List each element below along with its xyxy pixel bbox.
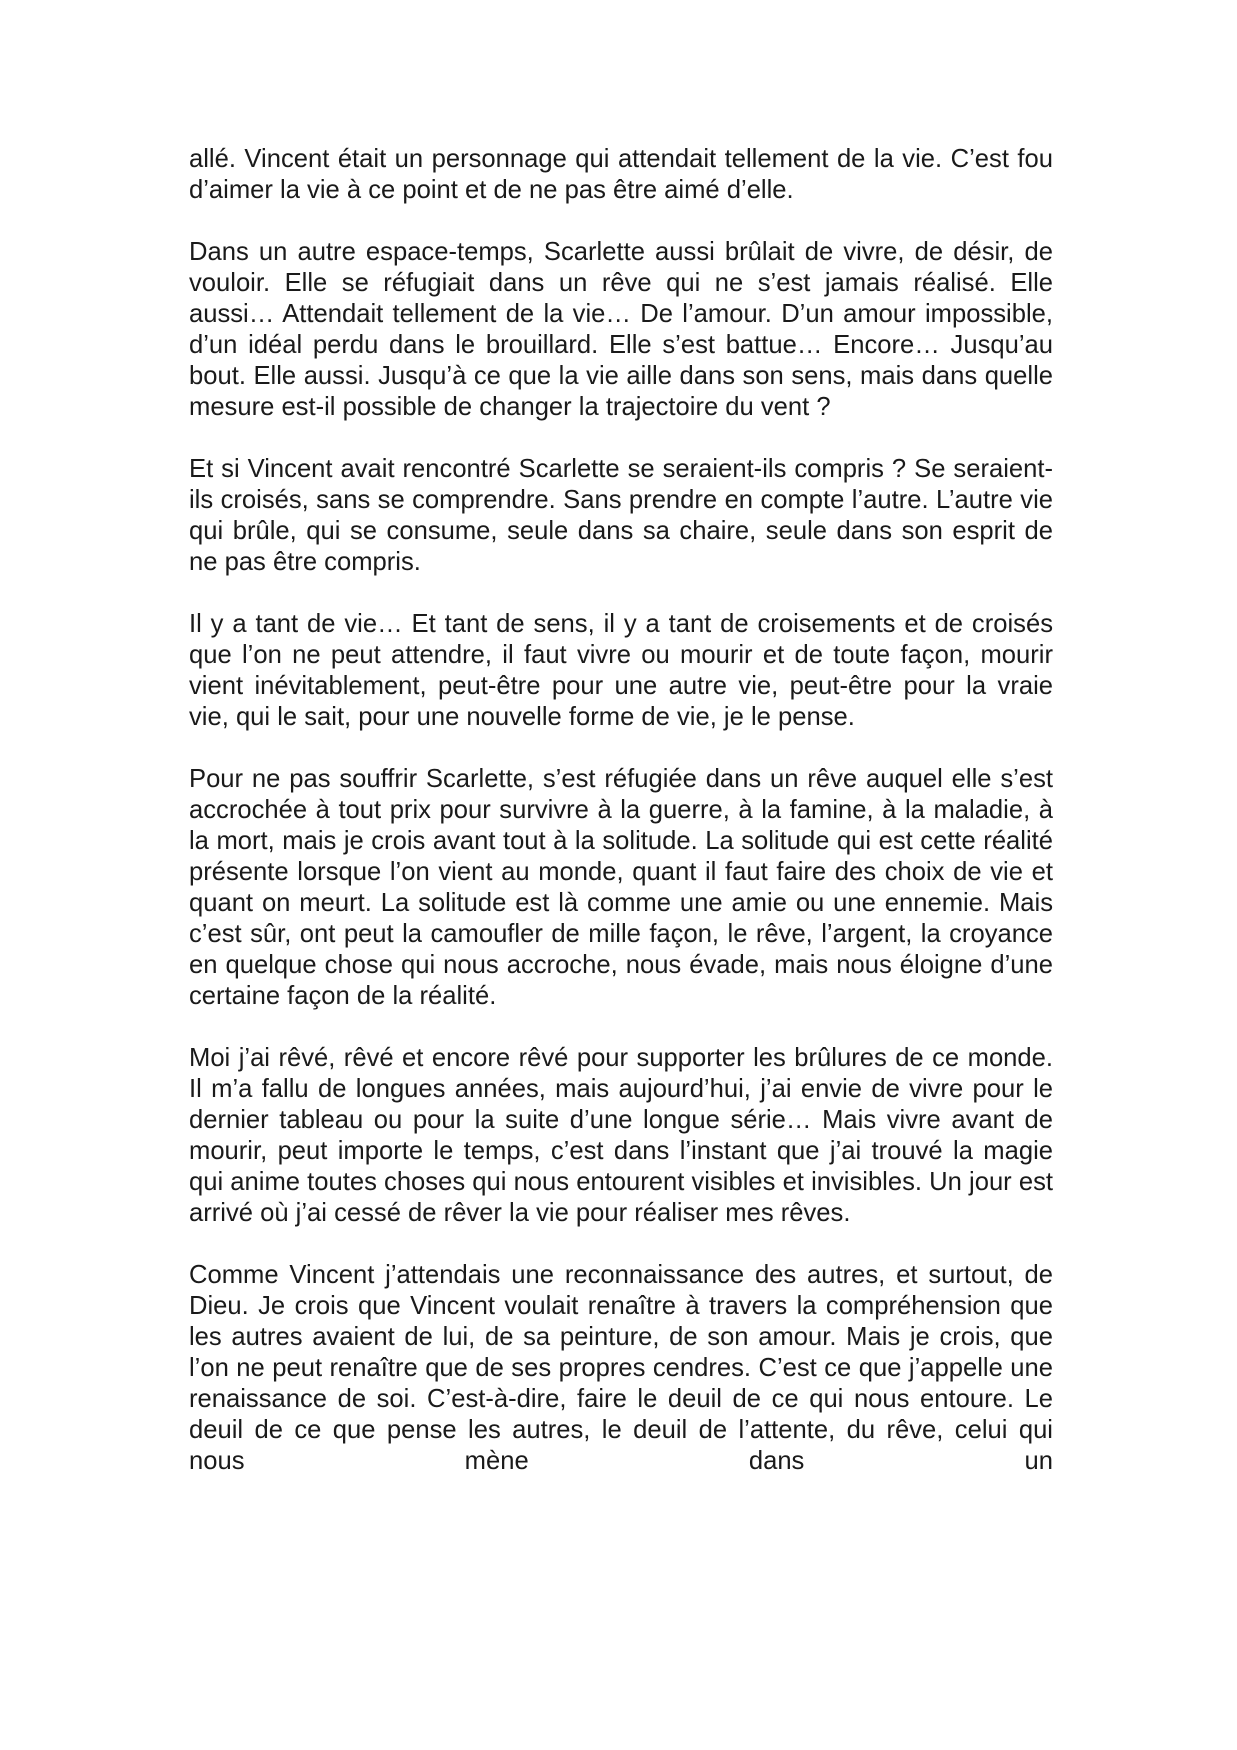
paragraph-3: Et si Vincent avait rencontré Scarlette se seraient-ils compris ? Se seraient-ils croisés, sans se comprendre. Sans prendre en compte l’autre. L’autre vie qui brûle, qui se consume, seule dans sa chaire, seule dans son esprit de ne pas être compris.	[189, 455, 1053, 576]
paragraph-4: Il y a tant de vie… Et tant de sens, il y a tant de croisements et de croisés que l’on ne peut attendre, il faut vivre ou mourir et de toute façon, mourir vient inévitablement, peut-être pour une autre vie, peut-être pour la vraie vie, qui le sait, pour une nouvelle forme de vie, je le pense.	[189, 610, 1053, 731]
paragraph-2: Dans un autre espace-temps, Scarlette aussi brûlait de vivre, de désir, de vouloir. Elle se réfugiait dans un rêve qui ne s’est jamais réalisé. Elle aussi… Attendait tellement de la vie… De l’amour. D’un amour impossible, d’un idéal perdu dans le brouillard. Elle s’est battue… Encore… Jusqu’au bout. Elle aussi. Jusqu’à ce que la vie aille dans son sens, mais dans quelle mesure est-il possible de changer la trajectoire du vent ?	[189, 238, 1053, 421]
paragraph-5: Pour ne pas souffrir Scarlette, s’est réfugiée dans un rêve auquel elle s’est accrochée à tout prix pour survivre à la guerre, à la famine, à la maladie, à la mort, mais je crois avant tout à la solitude. La solitude qui est cette réalité présente lorsque l’on vient au monde, quant il faut faire des choix de vie et quant on meurt. La solitude est là comme une amie ou une ennemie. Mais c’est sûr, ont peut la camoufler de mille façon, le rêve, l’argent, la croyance en quelque chose qui nous accroche, nous évade, mais nous éloigne d’une certaine façon de la réalité.	[189, 765, 1053, 1010]
paragraph-1: allé. Vincent était un personnage qui attendait tellement de la vie. C’est fou d’aimer la vie à ce point et de ne pas être aimé d’elle.	[189, 145, 1053, 204]
paragraph-7: Comme Vincent j’attendais une reconnaissance des autres, et surtout, de Dieu. Je crois que Vincent voulait renaître à travers la compréhension que les autres avaient de lui, de sa peinture, de son amour. Mais je crois, que l’on ne peut renaître que de ses propres cendres. C’est ce que j’appelle une renaissance de soi. C’est-à-dire, faire le deuil de ce qui nous entoure. Le deuil de ce que pense les autres, le deuil de l’attente, du rêve, celui qui nous mène dans un	[189, 1261, 1053, 1475]
paragraph-6: Moi j’ai rêvé, rêvé et encore rêvé pour supporter les brûlures de ce monde. Il m’a fallu de longues années, mais aujourd’hui, j’ai envie de vivre pour le dernier tableau ou pour la suite d’une longue série… Mais vivre avant de mourir, peut importe le temps, c’est dans l’instant que j’ai trouvé la magie qui anime toutes choses qui nous entourent visibles et invisibles. Un jour est arrivé où j’ai cessé de rêver la vie pour réaliser mes rêves.	[189, 1044, 1053, 1227]
document-page	[189, 144, 1053, 1477]
